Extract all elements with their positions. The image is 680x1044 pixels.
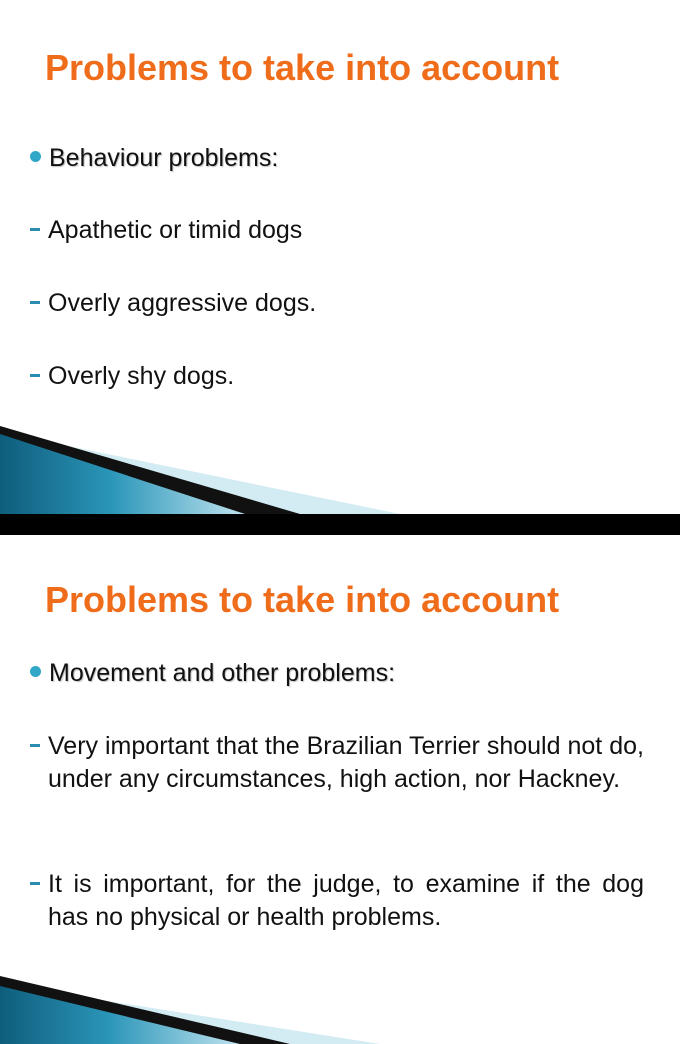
list-item-text: Overly shy dogs. bbox=[48, 362, 235, 390]
dash-icon bbox=[30, 374, 40, 377]
list-item bbox=[30, 868, 644, 934]
bullet-heading-text: Behaviour problems: bbox=[49, 144, 279, 172]
list-item bbox=[30, 214, 302, 247]
dash-icon bbox=[30, 744, 40, 747]
slide-1 bbox=[0, 0, 680, 514]
list-item bbox=[30, 287, 316, 320]
list-item bbox=[30, 730, 644, 796]
slide-title: Problems to take into account bbox=[45, 47, 560, 88]
list-item-text: Apathetic or timid dogs bbox=[48, 216, 303, 244]
list-item-text: Overly aggressive dogs. bbox=[48, 289, 317, 317]
dash-icon bbox=[30, 882, 40, 885]
corner-swoosh-decoration bbox=[0, 954, 680, 1044]
slide-title: Problems to take into account bbox=[45, 579, 560, 620]
slide-separator bbox=[0, 514, 680, 535]
bullet-dot-icon bbox=[30, 151, 41, 162]
list-item-text: Very important that the Brazilian Terrier should not do, under any circumstances, high action, nor Hackney. bbox=[48, 732, 644, 793]
bullet-heading bbox=[30, 659, 395, 688]
slide-2 bbox=[0, 535, 680, 1044]
bullet-heading-text: Movement and other problems: bbox=[49, 659, 396, 687]
list-item bbox=[30, 360, 234, 393]
corner-swoosh-decoration bbox=[0, 424, 680, 514]
list-item-text: It is important, for the judge, to examine if the dog has no physical or health problems. bbox=[48, 870, 644, 931]
dash-icon bbox=[30, 301, 40, 304]
bullet-heading bbox=[30, 144, 278, 173]
bullet-dot-icon bbox=[30, 666, 41, 677]
dash-icon bbox=[30, 228, 40, 231]
